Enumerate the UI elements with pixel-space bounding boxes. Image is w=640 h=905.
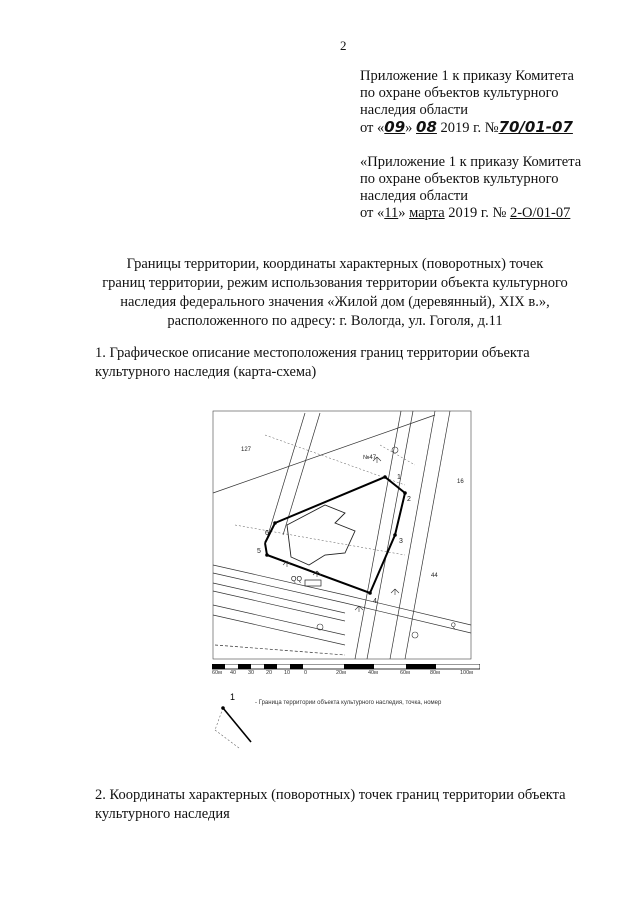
document-title: Границы территории, координаты характерных (поворотных) точек границ территории, режим использования территории объекта культурного наследия федерального значения «Жилой дом (деревянный), XIX в.», расположенного по адресу: г. Вологда, ул. Гоголя, д.11 <box>102 256 568 329</box>
point-label: 5 <box>257 548 261 555</box>
scale-label: 80м <box>430 670 440 676</box>
scale-label: 40м <box>368 670 378 676</box>
section-1-heading: 1. Графическое описание местоположения границ территории объекта культурного наследия (карта-схема) <box>95 345 530 380</box>
scale-label: 100м <box>460 670 473 676</box>
scale-label: 10 <box>284 670 291 676</box>
legend-text: - Граница территории объекта культурного наследия, точка, номер <box>255 700 442 706</box>
map-label: 16 <box>457 479 464 485</box>
scale-label: 60м <box>400 670 410 676</box>
map-label: Q <box>451 623 456 629</box>
point-label: 4 <box>373 598 377 605</box>
map-frame <box>213 411 471 659</box>
scale-label: 0 <box>304 670 308 676</box>
site-map-scheme <box>205 405 475 661</box>
handwritten-day: 09 <box>384 118 406 136</box>
appendix-date: от «11» марта 2019 г. № 2-О/01-07 <box>360 205 571 221</box>
handwritten-number: 70/01-07 <box>498 118 573 136</box>
appendix-line: наследия области <box>360 102 469 118</box>
appendix-line: по охране объектов культурного <box>360 171 559 187</box>
map-label: QQ <box>291 576 302 583</box>
appendix-current <box>360 68 574 137</box>
legend-symbol <box>205 690 260 750</box>
map-label: №47 <box>363 455 377 461</box>
appendix-line: Приложение 1 к приказу Комитета <box>360 68 574 84</box>
section-2-heading: 2. Координаты характерных (поворотных) точек границ территории объекта культурного наследия <box>95 787 566 822</box>
scale-labels <box>212 670 480 680</box>
appendix-date: от «09» 08 2019 г. №70/01-07 <box>360 118 573 136</box>
appendix-line: по охране объектов культурного <box>360 85 559 101</box>
scale-label: 20 <box>266 670 273 676</box>
point-label: 1 <box>397 474 401 481</box>
appendix-line: «Приложение 1 к приказу Комитета <box>360 154 582 170</box>
legend-marker: 1 <box>230 692 236 702</box>
point-label: 3 <box>399 538 403 545</box>
scale-label: 20м <box>336 670 346 676</box>
map-label: 44 <box>431 573 438 579</box>
point-label: 6 <box>265 530 269 537</box>
map-label: 127 <box>241 447 252 453</box>
point-label: 2 <box>407 496 411 503</box>
scale-label: 40 <box>230 670 237 676</box>
scale-label: 30 <box>248 670 255 676</box>
appendix-line: наследия области <box>360 188 469 204</box>
handwritten-month: 08 <box>416 118 437 136</box>
scale-label: 60м <box>212 670 222 676</box>
page-number: 2 <box>340 38 347 53</box>
appendix-previous <box>360 154 581 222</box>
